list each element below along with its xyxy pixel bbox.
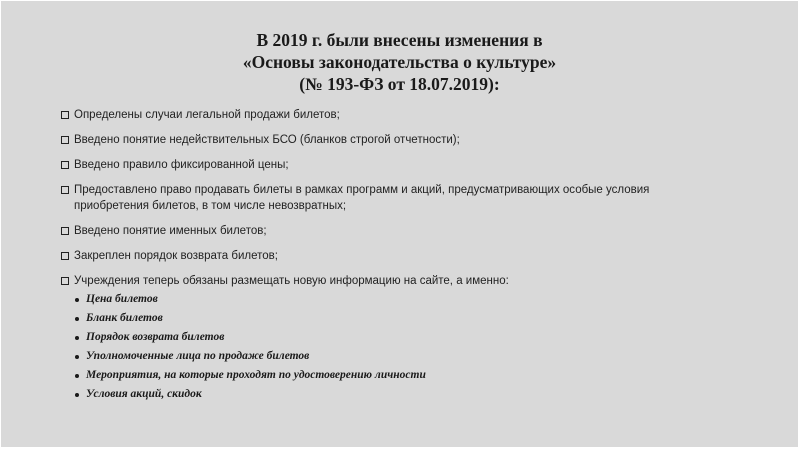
round-bullet-icon: [75, 393, 79, 397]
list-item-text: Учреждения теперь обязаны размещать новую информацию на сайте, а именно:: [74, 275, 509, 287]
title-line-3: (№ 193-ФЗ от 18.07.2019):: [299, 74, 500, 94]
sub-list-item-text: Бланк билетов: [86, 312, 163, 324]
list-item-text: Введено понятие именных билетов;: [74, 225, 267, 237]
title-line-2: «Основы законодательства о культуре»: [242, 52, 557, 72]
round-bullet-icon: [75, 355, 79, 359]
sub-list-item: [73, 309, 749, 328]
list-item-text: Предоставлено право продавать билеты в рамках программ и акций, предусматривающих особые условия: [74, 184, 650, 196]
sub-list-item: [73, 385, 749, 404]
sub-list-item-text: Мероприятия, на которые проходят по удостоверению личности: [86, 369, 426, 381]
sub-list-item: [73, 347, 749, 366]
sub-list-item: [73, 328, 749, 347]
square-bullet-icon: [61, 161, 69, 169]
slide: [1, 1, 798, 447]
list-item: [59, 107, 749, 123]
list-item: [59, 273, 749, 289]
list-item-text: Введено правило фиксированной цены;: [74, 159, 289, 171]
square-bullet-icon: [61, 277, 69, 285]
title-line-1: В 2019 г. были внесены изменения в: [256, 30, 543, 50]
round-bullet-icon: [75, 336, 79, 340]
sub-list-item: [73, 366, 749, 385]
bullet-list: [59, 107, 749, 404]
list-item-text: Введено понятие недействительных БСО (бланков строгой отчетности);: [74, 134, 460, 146]
list-item: [59, 132, 749, 148]
list-item-text-continued: приобретения билетов, в том числе невозвратных;: [74, 200, 347, 212]
square-bullet-icon: [61, 111, 69, 119]
list-item-text: Определены случаи легальной продажи билетов;: [74, 109, 340, 121]
sub-list-item-text: Порядок возврата билетов: [86, 331, 225, 343]
sub-list-item-text: Цена билетов: [86, 293, 158, 305]
round-bullet-icon: [75, 298, 79, 302]
list-item: [59, 182, 749, 214]
list-item: [59, 157, 749, 173]
sub-list-item-text: Условия акций, скидок: [86, 388, 202, 400]
round-bullet-icon: [75, 317, 79, 321]
list-item-text: Закреплен порядок возврата билетов;: [74, 250, 278, 262]
slide-title: [1, 29, 798, 95]
sub-list-item: [73, 290, 749, 309]
square-bullet-icon: [61, 252, 69, 260]
round-bullet-icon: [75, 374, 79, 378]
list-item: [59, 223, 749, 239]
square-bullet-icon: [61, 136, 69, 144]
list-item: [59, 248, 749, 264]
sub-list: [73, 290, 749, 404]
sub-list-item-text: Уполномоченные лица по продаже билетов: [86, 350, 310, 362]
square-bullet-icon: [61, 186, 69, 194]
square-bullet-icon: [61, 227, 69, 235]
